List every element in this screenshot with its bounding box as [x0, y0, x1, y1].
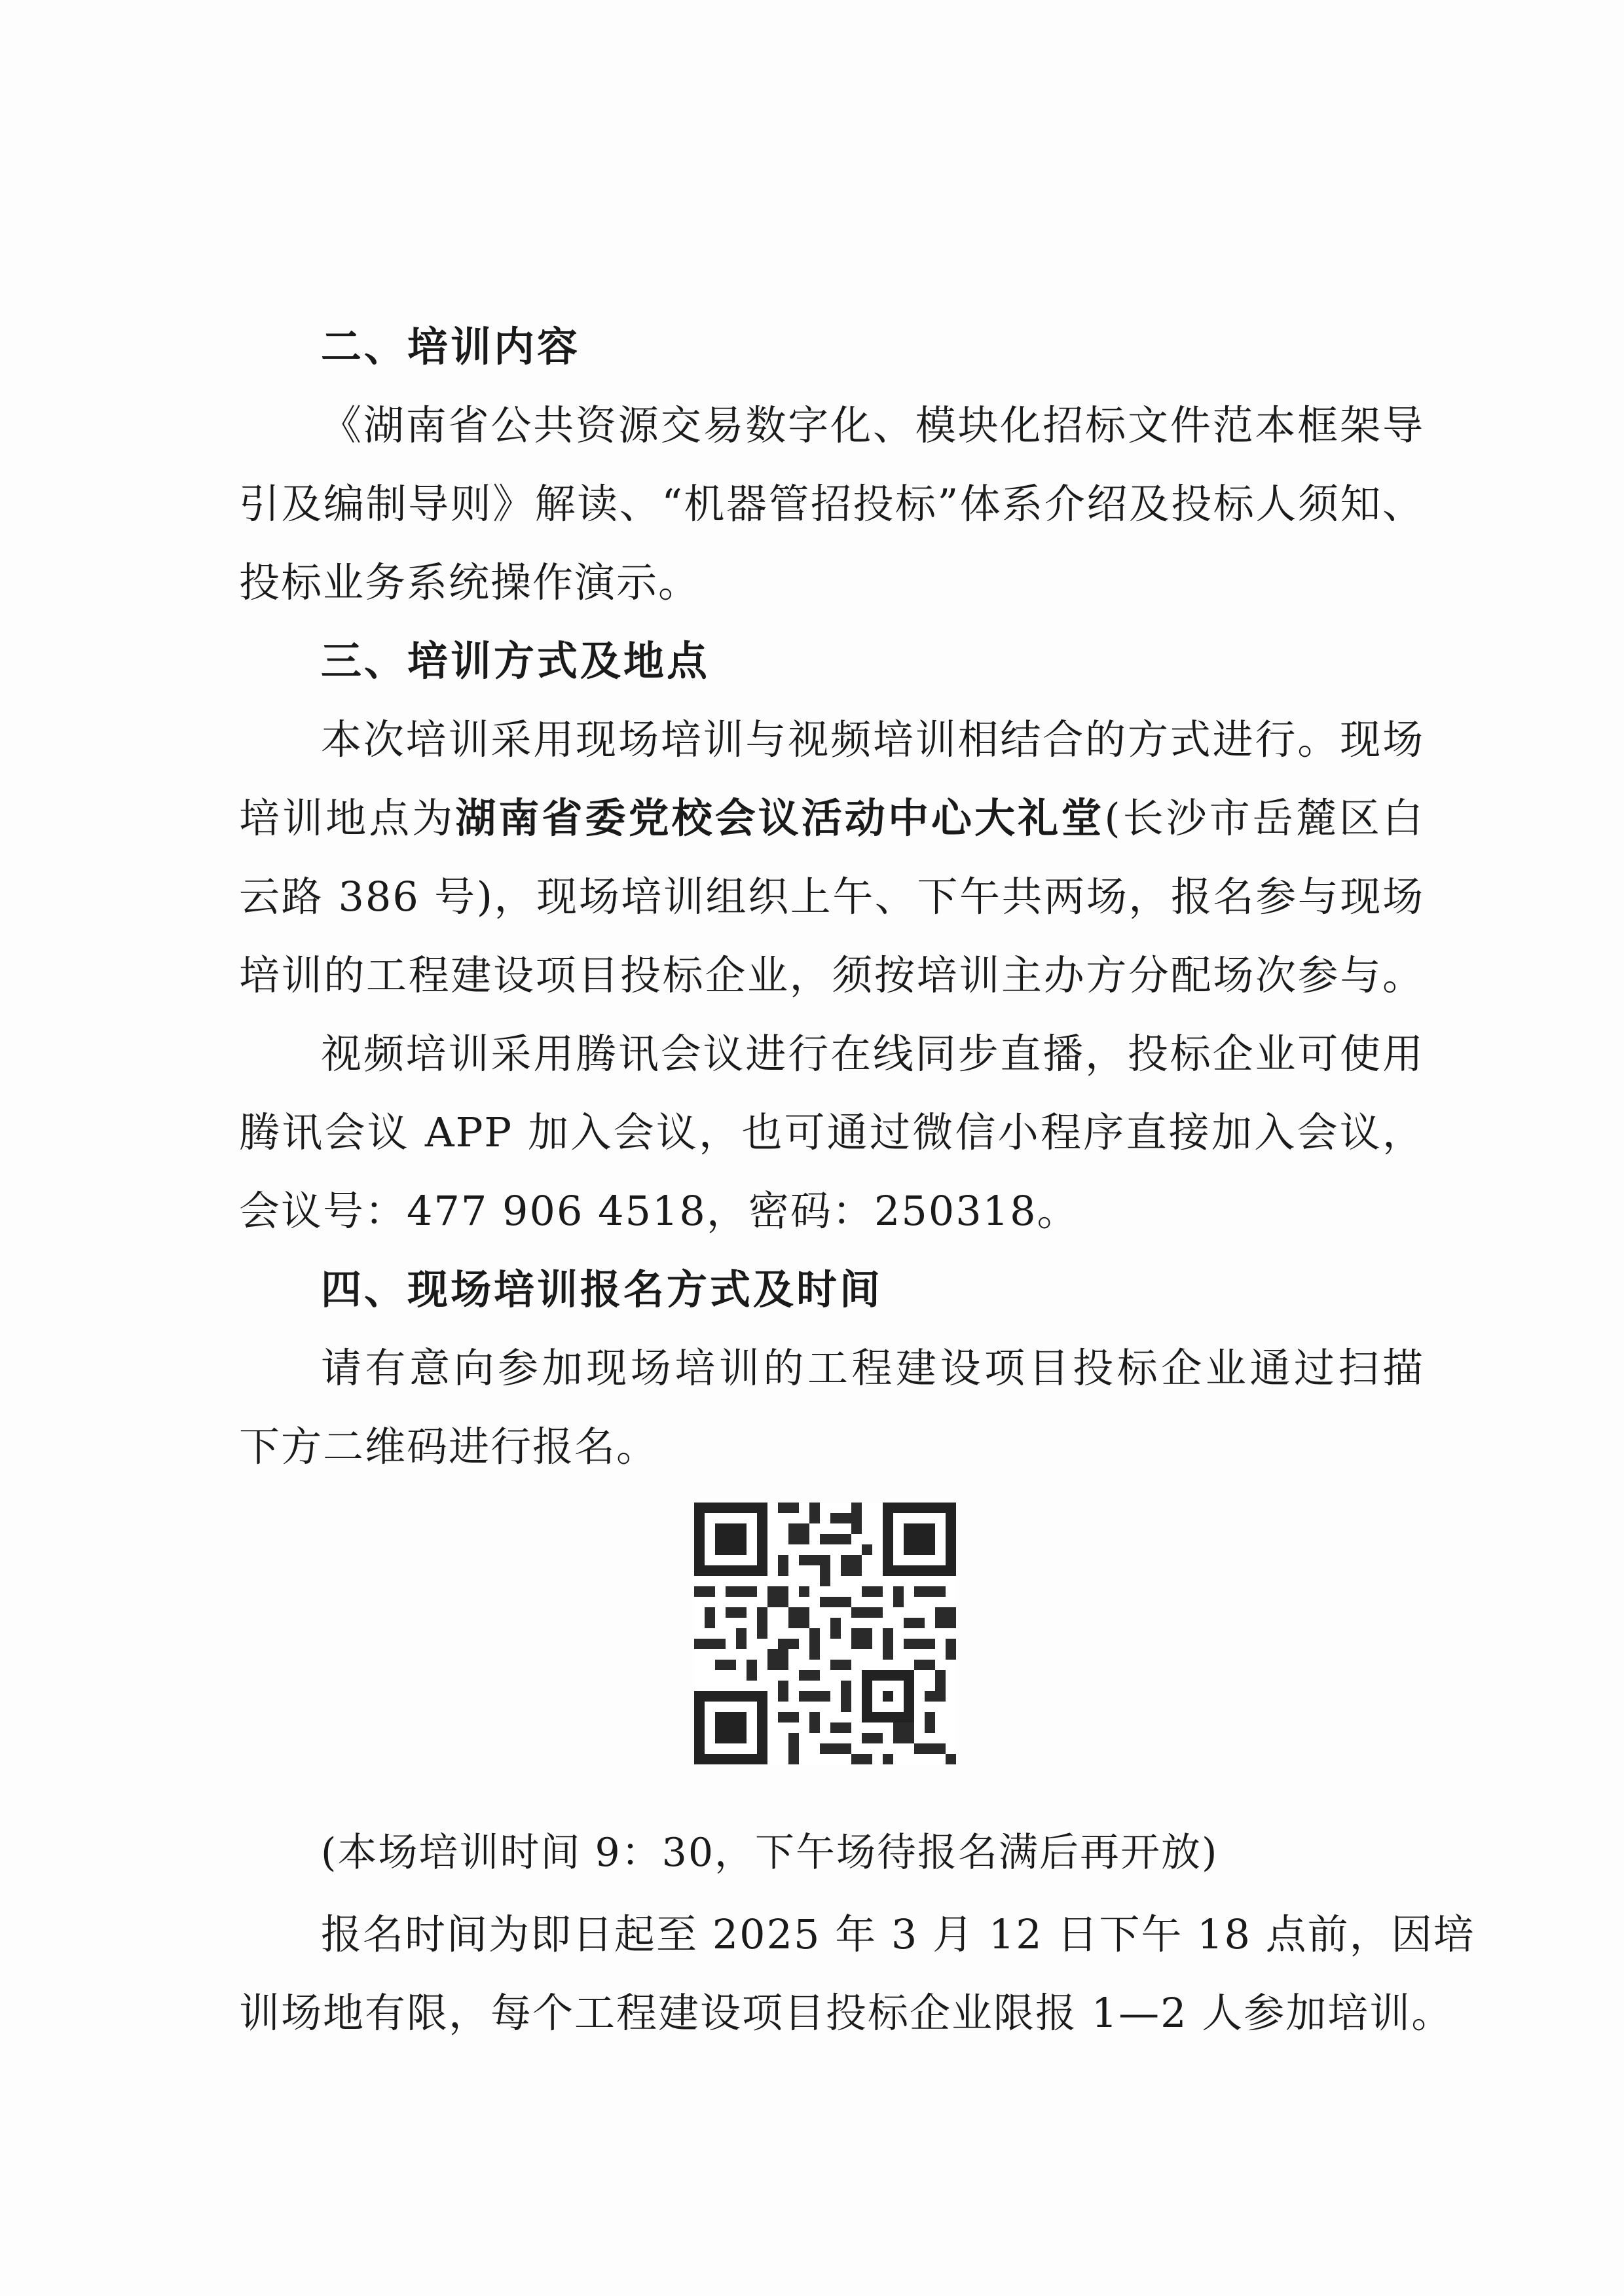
paragraph-line: 引及编制导则》解读、“机器管招投标”体系介绍及投标人须知、	[239, 480, 1424, 528]
section-heading-training-content: 二、培训内容	[321, 323, 581, 371]
qr-code-icon[interactable]	[694, 1503, 956, 1764]
paragraph-line: 本次培训采用现场培训与视频培训相结合的方式进行。现场	[321, 716, 1424, 763]
section-heading-training-method: 三、培训方式及地点	[321, 637, 710, 685]
paragraph-line: 请有意向参加现场培训的工程建设项目投标企业通过扫描	[321, 1344, 1424, 1392]
paragraph-line-venue	[239, 792, 1424, 845]
paragraph-line: 云路 386 号)，现场培训组织上午、下午共两场，报名参与现场	[239, 873, 1424, 920]
training-time-note: (本场培训时间 9：30，下午场待报名满后再开放)	[321, 1830, 1219, 1876]
paragraph-line: 报名时间为即日起至 2025 年 3 月 12 日下午 18 点前，因培	[321, 1910, 1475, 1958]
paragraph-line: 投标业务系统操作演示。	[239, 558, 701, 606]
venue-name: 湖南省委党校会议活动中心大礼堂	[455, 794, 1105, 842]
paragraph-line: 《湖南省公共资源交易数字化、模块化招标文件范本框架导	[321, 401, 1424, 449]
paragraph-line: 培训的工程建设项目投标企业，须按培训主办方分配场次参与。	[239, 951, 1424, 999]
venue-prefix: 培训地点为	[239, 794, 456, 842]
section-heading-registration: 四、现场培训报名方式及时间	[321, 1266, 883, 1313]
paragraph-line: 下方二维码进行报名。	[239, 1423, 659, 1470]
meeting-info: 会议号：477 906 4518，密码：250318。	[239, 1187, 1079, 1235]
venue-address: (长沙市岳麓区白	[1104, 794, 1424, 842]
paragraph-line: 腾讯会议 APP 加入会议，也可通过微信小程序直接加入会议，	[239, 1108, 1424, 1156]
paragraph-line: 训场地有限，每个工程建设项目投标企业限报 1—2 人参加培训。	[239, 1989, 1454, 2037]
paragraph-line: 视频培训采用腾讯会议进行在线同步直播，投标企业可使用	[321, 1030, 1424, 1078]
